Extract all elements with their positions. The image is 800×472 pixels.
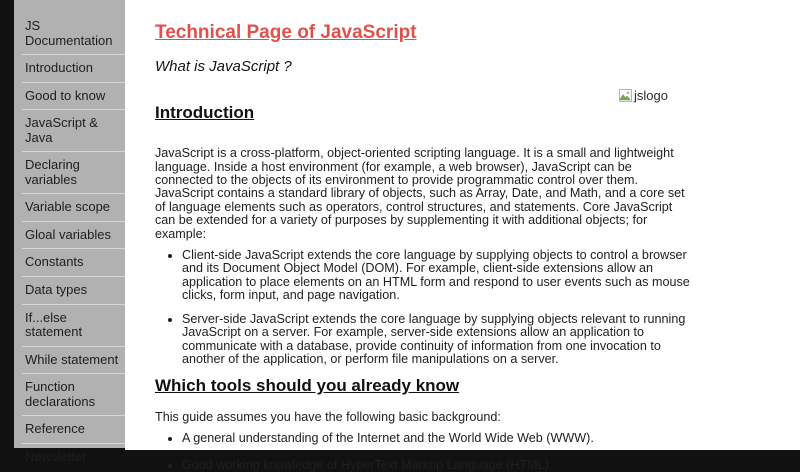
sidebar-item-javascript-and-java[interactable]: JavaScript & Java	[22, 109, 125, 151]
introduction-paragraph: JavaScript is a cross-platform, object-oriented scripting language. It is a small and lightweight language. Inside a host environment (for example, a web browser), JavaScript can be connected to the objects of its environment to provide programmatic control over them. JavaScript contains a standard library of objects, such as Array, Date, and Math, and a core set of language elements such as operators, control structures, and statements. Core JavaScript can be extended for a variety of purposes by supplementing it with additional objects; for example:	[155, 146, 685, 241]
broken-image	[619, 88, 668, 103]
section-heading-which-tools: Which tools should you already know	[155, 376, 460, 396]
sidebar	[14, 0, 125, 464]
sidebar-item-newsletter[interactable]: Newsletter	[22, 443, 125, 471]
sidebar-item-constants[interactable]: Constants	[22, 248, 125, 276]
broken-image-icon	[619, 89, 632, 102]
sidebar-item-variable-scope[interactable]: Variable scope	[22, 193, 125, 221]
bullet-html-knowledge: • Good working knowledge of HyperText Markup Language (HTML).	[182, 459, 692, 472]
which-tools-paragraph: This guide assumes you have the following basic background:	[155, 409, 501, 424]
introduction-bullet-list	[155, 249, 692, 366]
sidebar-nav-list	[14, 0, 125, 470]
which-tools-bullet-list	[155, 432, 692, 472]
main-content	[125, 0, 800, 472]
bullet-client-side: • Client-side JavaScript extends the core language by supplying objects to control a browser and its Document Object Model (DOM). For example, client-side extensions allow an application to place elements on an HTML form and respond to user events such as mouse clicks, form input, and page navigation.	[182, 249, 692, 303]
sidebar-item-function-declarations[interactable]: Function declarations	[22, 373, 125, 415]
sidebar-item-while-statement[interactable]: While statement	[22, 346, 125, 374]
sidebar-item-introduction[interactable]: Introduction	[22, 54, 125, 82]
sidebar-item-gloal-variables[interactable]: Gloal variables	[22, 221, 125, 249]
sidebar-item-reference[interactable]: Reference	[22, 415, 125, 443]
section-heading-introduction: Introduction	[155, 102, 255, 122]
sidebar-item-js-documentation[interactable]: JS Documentation	[25, 18, 113, 48]
page-title: Technical Page of JavaScript	[155, 22, 417, 43]
broken-image-alt-text: jslogo	[634, 88, 668, 103]
sidebar-item-if-else-statement[interactable]: If...else statement	[22, 304, 125, 346]
sidebar-item-data-types[interactable]: Data types	[22, 276, 125, 304]
sidebar-item-good-to-know[interactable]: Good to know	[22, 82, 125, 110]
sidebar-item-declaring-variables[interactable]: Declaring variables	[22, 151, 125, 193]
bullet-server-side: • Server-side JavaScript extends the core language by supplying objects relevant to running JavaScript on a server. For example, server-side extensions allow an application to communicate with a database, provide continuity of information from one invocation to another of the application, or perform file manipulations on a server.	[182, 313, 692, 367]
page-subtitle: What is JavaScript ?	[155, 57, 292, 75]
bullet-internet-understanding: • A general understanding of the Internet and the World Wide Web (WWW).	[182, 432, 692, 445]
